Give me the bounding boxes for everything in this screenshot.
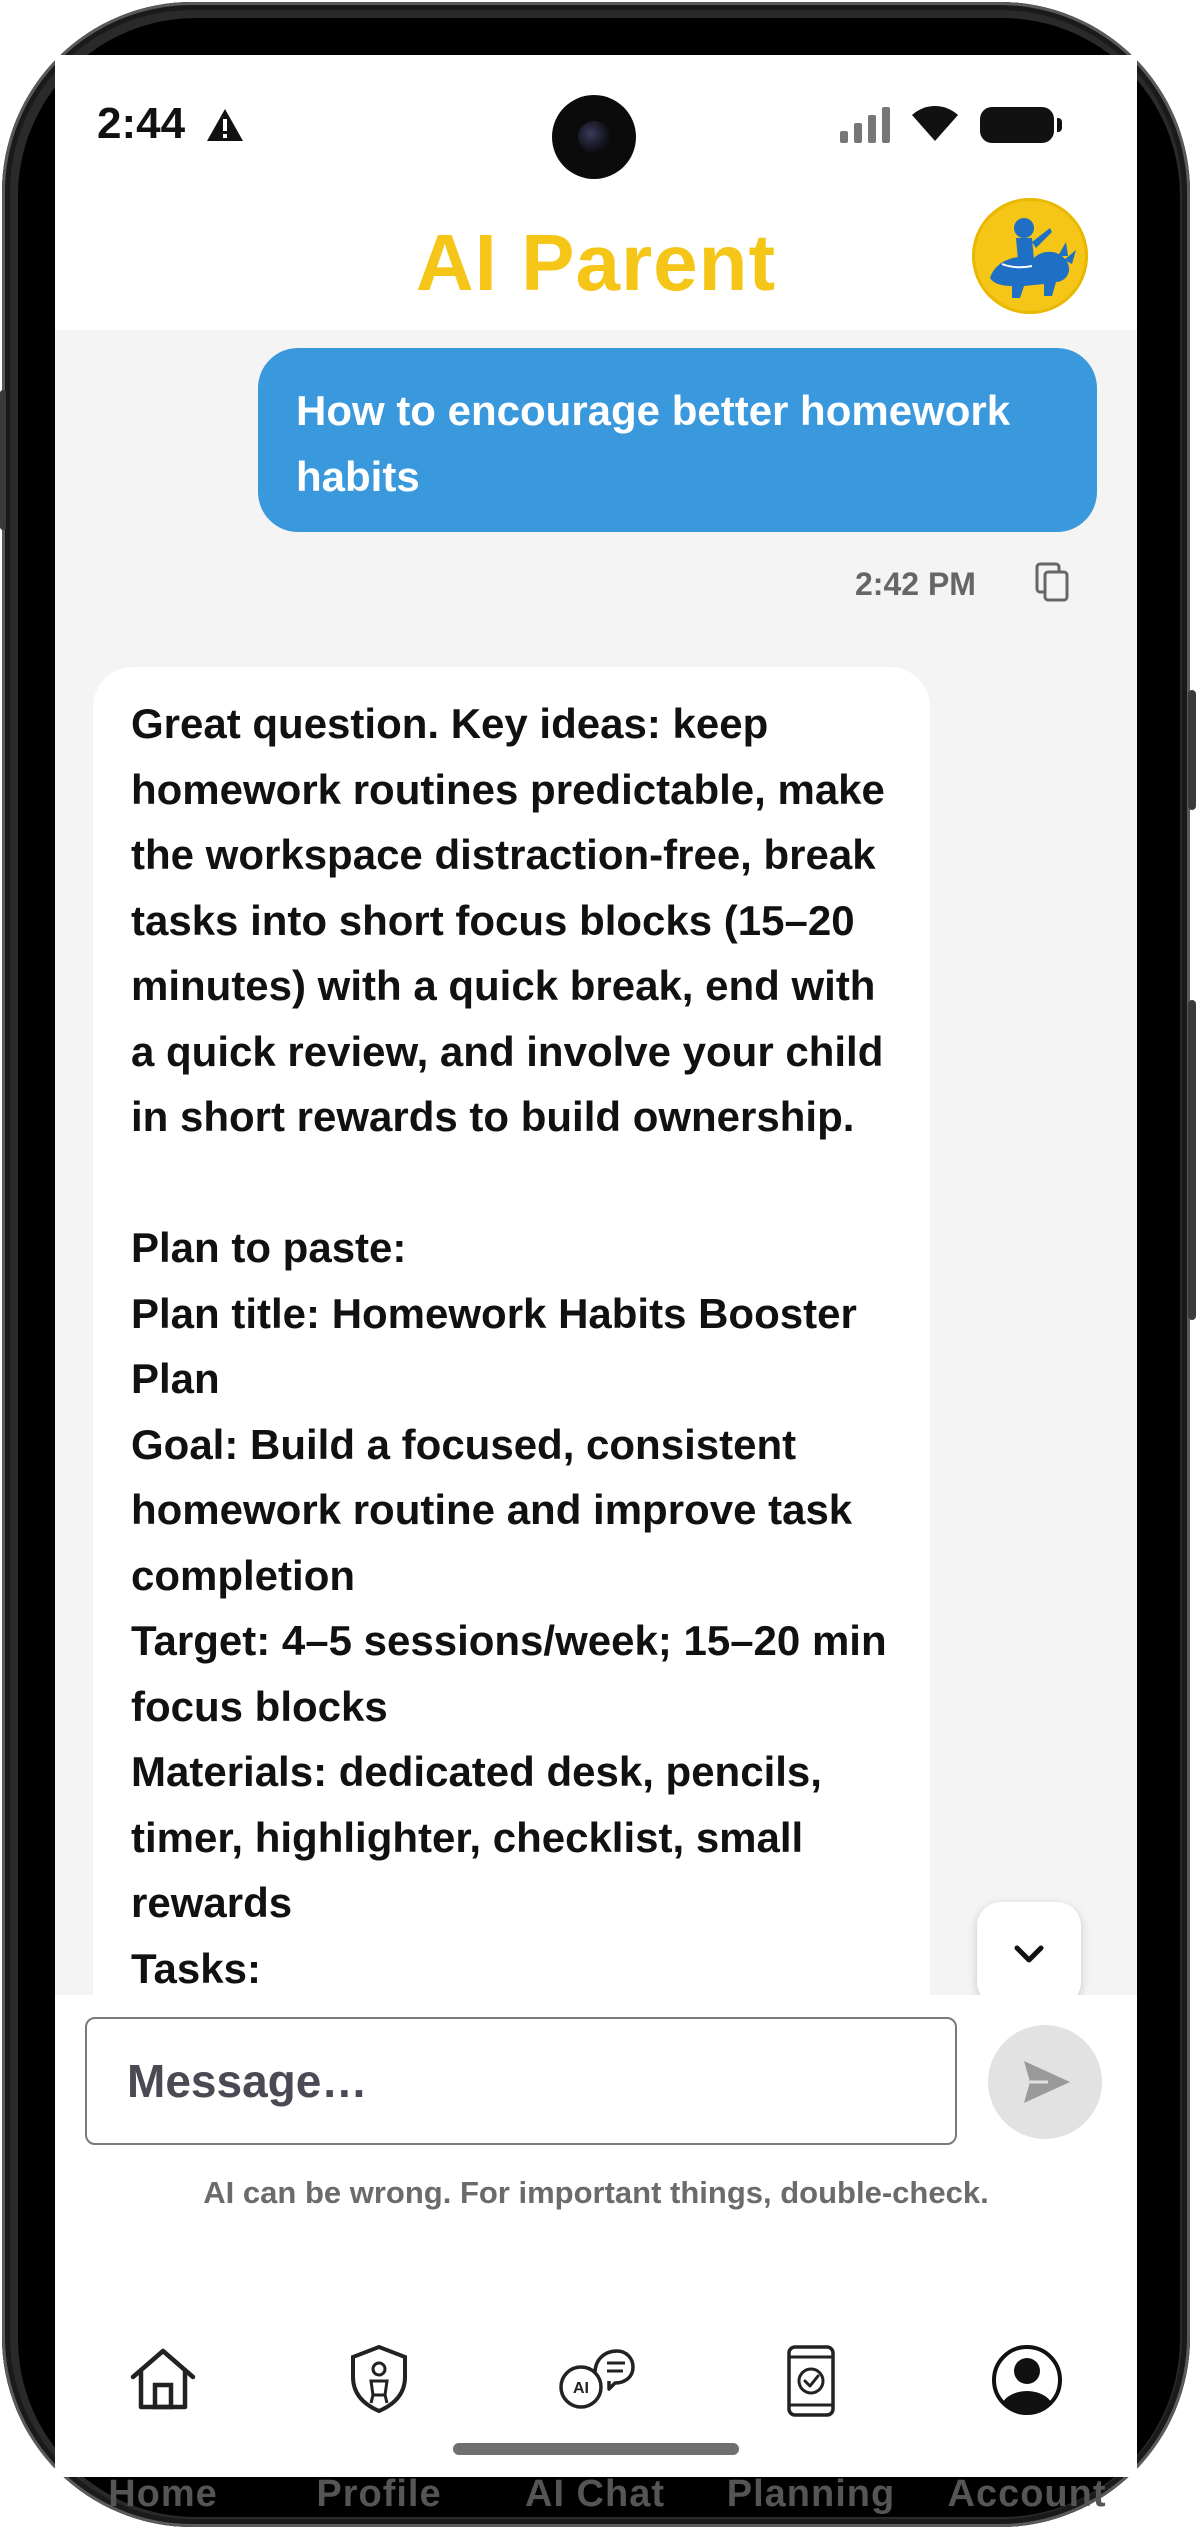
status-time: 2:44: [97, 99, 186, 148]
send-button[interactable]: [988, 2025, 1102, 2139]
ai-chat-icon: [555, 2343, 635, 2415]
home-icon: [127, 2343, 199, 2415]
user-message-bubble: How to encourage better homework habits: [258, 348, 1097, 532]
shield-child-icon: [343, 2343, 415, 2415]
nav-item-account[interactable]: [919, 2255, 1135, 2515]
avatar[interactable]: [972, 198, 1088, 314]
battery-icon: [980, 107, 1054, 143]
signal-icon: [840, 107, 894, 143]
nav-label: Planning: [726, 2473, 896, 2515]
avatar-illustration-icon: [972, 198, 1088, 314]
nav-item-home[interactable]: [55, 2255, 271, 2515]
nav-item-ai-chat[interactable]: [487, 2255, 703, 2515]
front-camera: [552, 95, 636, 179]
ai-message-bubble: Great question. Key ideas: keep homework routines predictable, make the workspace distraction-free, break tasks into short focus blocks (15–20 minutes) with a quick break, end with a quick review, and involve your child in short rewards to build ownership. Plan to paste: Plan title: Homework Habits Booster Plan Goal: Build a focused, consistent homework routine and improve task completion Target: 4–5 sessions/week; 15–20 min focus blocks Materials: dedicated desk, pencils, timer, highlighter, checklist, small rewards Tasks:: [93, 667, 930, 2067]
composer: [55, 1995, 1137, 2165]
nav-label: Home: [108, 2473, 218, 2515]
ai-disclaimer: AI can be wrong. For important things, double-check.: [203, 2175, 989, 2210]
home-indicator[interactable]: [453, 2443, 739, 2455]
page-title: AI Parent: [415, 218, 777, 307]
copy-icon[interactable]: [1035, 562, 1069, 602]
message-input[interactable]: [85, 2017, 957, 2145]
chat-thread[interactable]: [55, 330, 1137, 1995]
nav-label: Account: [947, 2473, 1107, 2515]
send-icon: [988, 2025, 1102, 2139]
power-button: [1188, 1000, 1196, 1320]
side-button: [0, 390, 6, 530]
warning-icon: [205, 107, 245, 143]
nav-label: AI Chat: [525, 2473, 665, 2515]
screen: [55, 55, 1137, 2515]
status-bar: [55, 55, 1137, 205]
account-icon: [990, 2343, 1064, 2417]
nav-item-planning[interactable]: [703, 2255, 919, 2515]
message-timestamp: 2:42 PM: [855, 566, 976, 602]
nav-item-profile[interactable]: [271, 2255, 487, 2515]
wifi-icon: [910, 103, 960, 143]
phone-check-icon: [781, 2343, 841, 2419]
scroll-to-bottom-button[interactable]: [977, 1902, 1081, 2006]
svg-text:AI: AI: [573, 2380, 589, 2397]
volume-button: [1188, 690, 1196, 810]
chevron-down-icon: [977, 1902, 1081, 2006]
nav-label: Profile: [316, 2473, 442, 2515]
